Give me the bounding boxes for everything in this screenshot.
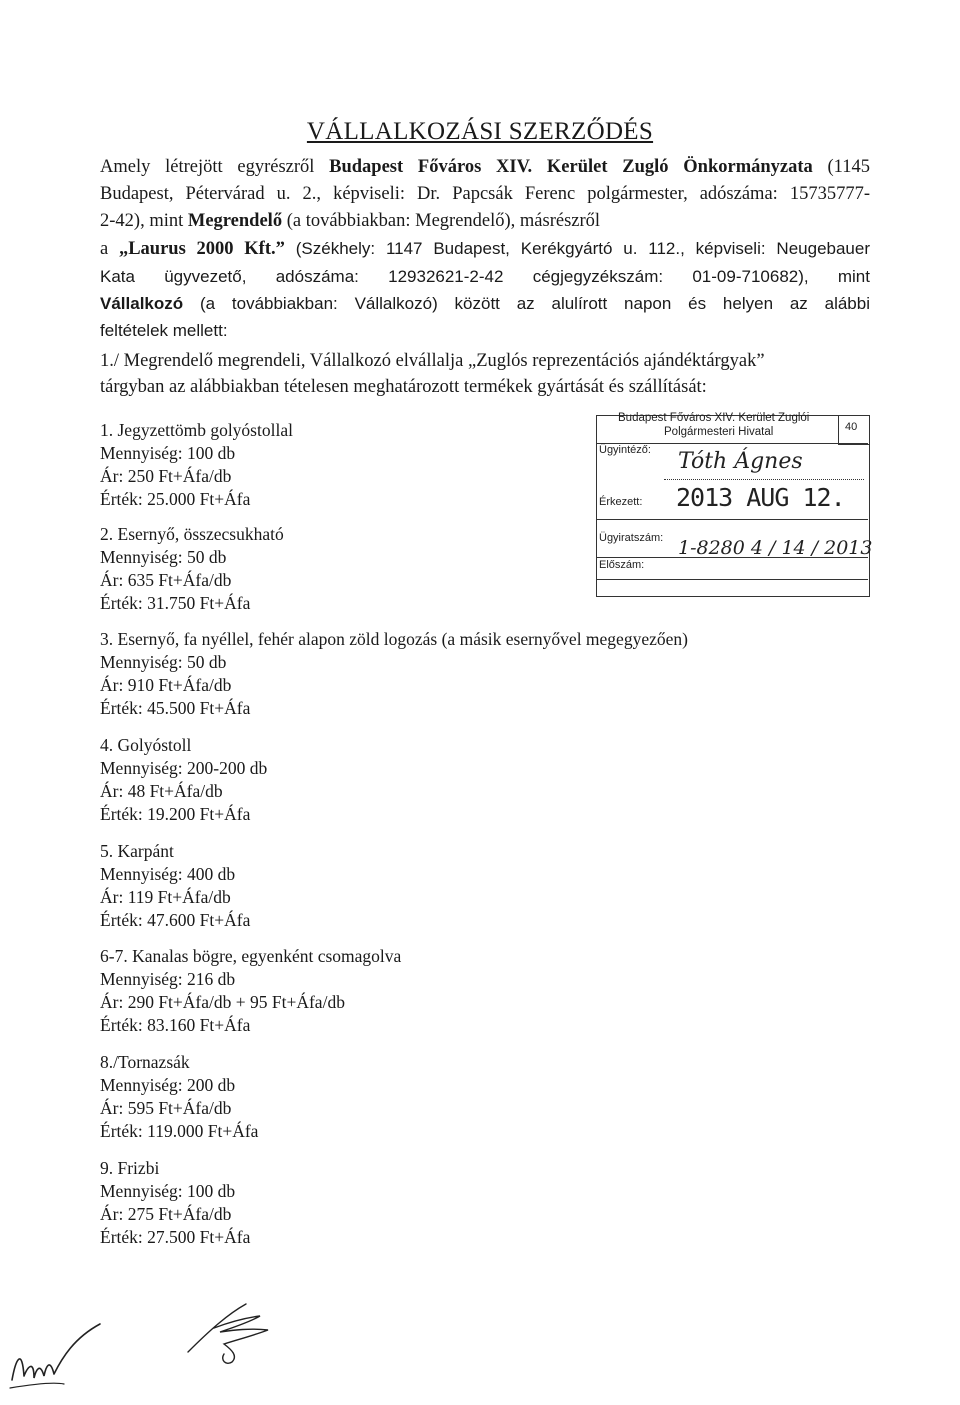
item-value: Érték: 31.750 Ft+Áfa: [100, 593, 251, 613]
item-name: 4. Golyóstoll: [100, 735, 192, 755]
item-name: 9. Frizbi: [100, 1158, 160, 1178]
item-name: 5. Karpánt: [100, 841, 174, 861]
item-name: 1. Jegyzettömb golyóstollal: [100, 420, 293, 440]
section-1-line-1: 1./ Megrendelő megrendeli, Vállalkozó elvállalja „Zuglós reprezentációs ajándéktárgyak”: [100, 351, 765, 371]
page-title: VÁLLALKOZÁSI SZERZŐDÉS: [306, 118, 654, 145]
item-price: Ár: 290 Ft+Áfa/db + 95 Ft+Áfa/db: [100, 992, 345, 1012]
item-value: Érték: 45.500 Ft+Áfa: [100, 698, 251, 718]
item-quantity: Mennyiség: 50 db: [100, 547, 227, 567]
stamp-ugyintezo-handwritten: Tóth Ágnes: [678, 449, 803, 474]
stamp-divider-3: [596, 557, 868, 558]
list-item-7: [100, 1051, 258, 1143]
item-price: Ár: 250 Ft+Áfa/db: [100, 466, 232, 486]
item-value: Érték: 83.160 Ft+Áfa: [100, 1015, 251, 1035]
item-value: Érték: 119.000 Ft+Áfa: [100, 1121, 259, 1141]
section-1-line-2: tárgyban az alábbiakban tételesen meghatározott termékek gyártását és szállítását:: [100, 377, 707, 397]
stamp-number: 40: [845, 421, 858, 433]
intro-line-7: feltételek mellett:: [100, 321, 228, 340]
intro-line-6: Vállalkozó (a továbbiakban: Vállalkozó) között az alulírott napon és helyen az alábbi: [100, 294, 870, 313]
signature: [180, 1300, 280, 1370]
intro-line-4: a „Laurus 2000 Kft.” (Székhely: 1147 Budapest, Kerékgyártó u. 112., képviseli: Neugebauer: [100, 239, 871, 259]
item-price: Ár: 275 Ft+Áfa/db: [100, 1204, 232, 1224]
stamp-dotted-1: [664, 479, 864, 480]
intro-line-2: Budapest, Pétervárad u. 2., képviseli: Dr. Papcsák Ferenc polgármester, adószáma: 15735777-: [100, 184, 870, 204]
stamp-ugyiratszam-handwritten: 1-8280 4 / 14 / 2013: [678, 537, 873, 559]
item-name: 2. Esernyő, összecsukható: [100, 524, 284, 544]
list-item-3: [100, 628, 688, 720]
item-name: 6-7. Kanalas bögre, egyenként csomagolva: [100, 946, 402, 966]
stamp-ugyintezo-label: Ügyintéző:: [599, 444, 651, 456]
registration-stamp: [594, 411, 874, 597]
item-quantity: Mennyiség: 200 db: [100, 1075, 236, 1095]
item-price: Ár: 119 Ft+Áfa/db: [100, 887, 231, 907]
item-price: Ár: 635 Ft+Áfa/db: [100, 570, 232, 590]
stamp-divider-2: [596, 519, 868, 520]
item-quantity: Mennyiség: 200-200 db: [100, 758, 268, 778]
item-quantity: Mennyiség: 100 db: [100, 443, 236, 463]
item-name: 8./Tornazsák: [100, 1052, 190, 1072]
stamp-erkezett-date: 2013 AUG 12.: [676, 483, 845, 512]
stamp-divider-4: [596, 579, 868, 580]
item-value: Érték: 25.000 Ft+Áfa: [100, 489, 251, 509]
item-price: Ár: 48 Ft+Áfa/db: [100, 781, 223, 801]
intro-line-5: Kata ügyvezető, adószáma: 12932621-2-42 cégjegyzékszám: 01-09-710682), mint: [100, 267, 870, 286]
section-1-paragraph: [100, 348, 870, 400]
stamp-header-2: Polgármesteri Hivatal: [664, 426, 774, 438]
list-item-1: [100, 419, 293, 511]
item-name: 3. Esernyő, fa nyéllel, fehér alapon zöld logozás (a másik esernyővel megegyezően): [100, 629, 688, 649]
list-item-8: [100, 1157, 250, 1249]
intro-line-1: Amely létrejött egyrészről Budapest Főváros XIV. Kerület Zugló Önkormányzata (1145: [100, 157, 870, 177]
item-value: Érték: 47.600 Ft+Áfa: [100, 910, 251, 930]
stamp-eloszam-label: Előszám:: [599, 559, 645, 571]
item-quantity: Mennyiség: 50 db: [100, 652, 227, 672]
item-quantity: Mennyiség: 400 db: [100, 864, 236, 884]
stamp-erkezett-label: Érkezett:: [599, 496, 643, 508]
stamp-ugyiratszam-label: Ügyiratszám:: [599, 532, 664, 544]
stamp-header-1: Budapest Főváros XIV. Kerület Zuglói: [618, 412, 810, 424]
list-item-6: [100, 945, 401, 1037]
item-quantity: Mennyiség: 100 db: [100, 1181, 236, 1201]
initials-signature: [4, 1318, 114, 1404]
item-price: Ár: 910 Ft+Áfa/db: [100, 675, 232, 695]
contract-parties-paragraph: [100, 154, 870, 344]
item-value: Érték: 19.200 Ft+Áfa: [100, 804, 251, 824]
list-item-4: [100, 734, 267, 826]
item-value: Érték: 27.500 Ft+Áfa: [100, 1227, 251, 1247]
intro-line-3: 2-42), mint Megrendelő (a továbbiakban: Megrendelő), másrészről: [100, 211, 601, 231]
item-price: Ár: 595 Ft+Áfa/db: [100, 1098, 232, 1118]
list-item-2: [100, 523, 284, 615]
list-item-5: [100, 840, 250, 932]
item-quantity: Mennyiség: 216 db: [100, 969, 236, 989]
